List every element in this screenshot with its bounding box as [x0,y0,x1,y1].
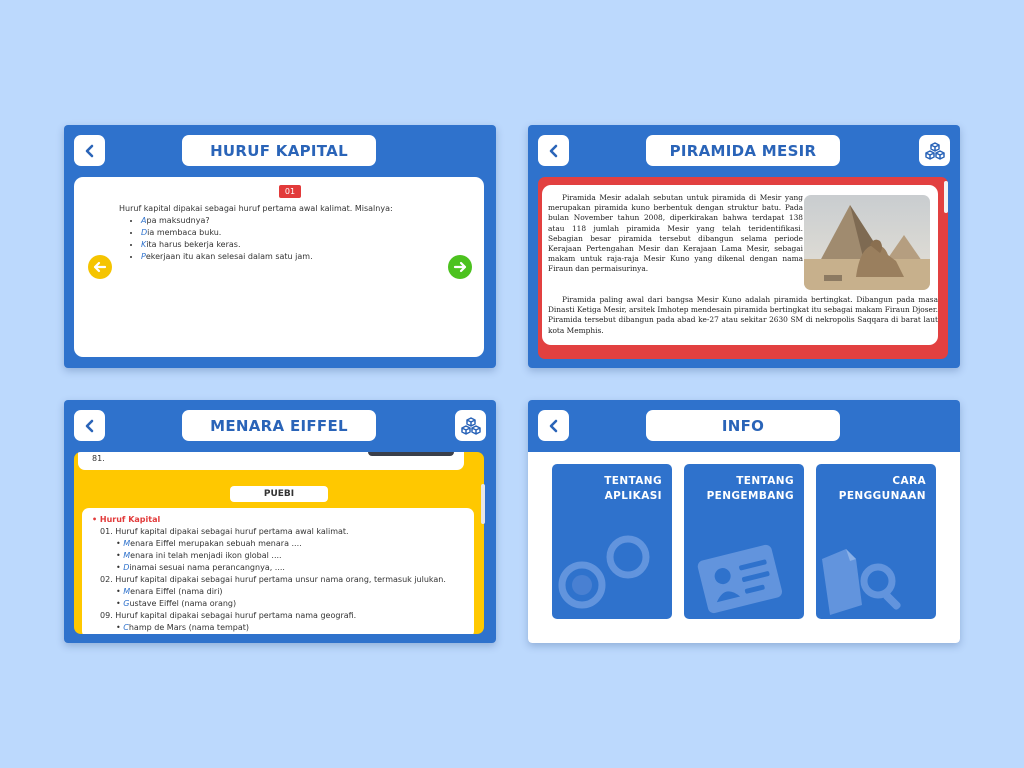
capital-letter: P [141,252,146,261]
panel-info [528,400,960,643]
next-button[interactable] [448,255,472,279]
lesson-text [119,203,393,263]
fragment-text: 81. [92,454,105,463]
scrollbar[interactable] [481,484,485,524]
chevron-left-icon [83,144,97,158]
back-button[interactable] [74,135,105,166]
rules-list [92,514,446,634]
cubes-icon [461,417,481,435]
capital-letter: C [123,623,129,632]
article-text-continued [548,295,938,336]
card-label: TENTANG PENGEMBANG [706,475,794,502]
info-card-cara-penggunaan[interactable] [816,464,936,619]
pyramid-image [804,195,930,290]
panel-huruf-kapital [64,125,496,368]
cubes-icon [925,142,945,160]
example-text: enara Eiffel (nama diri) [130,587,223,596]
info-card-tentang-pengembang[interactable] [684,464,804,619]
cubes-button[interactable] [919,135,950,166]
example-text: ustave Eiffel (nama orang) [129,599,237,608]
rule-text: 02. Huruf kapital dipakai sebagai huruf pertama unsur nama orang, termasuk julukan. [100,575,446,584]
list-item [141,251,393,263]
chevron-left-icon [547,419,561,433]
page-title: MENARA EIFFEL [182,410,376,441]
example-text: enara Eiffel merupakan sebuah menara .... [130,539,302,548]
capital-letter: A [141,216,147,225]
list-item: • Champ de Mars (nama tempat) [116,623,250,632]
capital-letter: D [141,228,148,237]
list-item: • Dinamai sesuai nama perancangnya, .... [116,563,285,572]
capital-letter: M [123,587,131,596]
document-search-icon [816,529,936,619]
capital-letter: M [123,539,131,548]
capital-letter: D [123,563,130,572]
id-card-icon [684,529,804,619]
previous-card-fragment [78,452,464,470]
list-item: • Gustave Eiffel (nama orang) [116,599,237,608]
chevron-left-icon [547,144,561,158]
example-text: ia membaca buku. [147,228,222,237]
example-text: ita harus bekerja keras. [146,240,241,249]
example-text: ekerjaan itu akan selesai dalam satu jam. [145,252,313,261]
panel-menara-eiffel [64,400,496,643]
example-text: pa maksudnya? [146,216,210,225]
list-item: • Menara Eiffel merupakan sebuah menara .... [116,539,302,548]
paragraph: Piramida Mesir adalah sebutan untuk piramida di Mesir yang merupakan piramida kuno berbentuk dengan struktur batu. Pada bulan November tahun 2008, diperkirakan bahwa terdapat 138 atau 118 jumlah piramida Mesir yang telah teridentifikasi. Sebagian besar piramida tersebut dibangun selama periode Kerajaan Pertengahan Mesir dan Kerajaan Lama Mesir, sebagai makam untuk raja-raja Mesir Kuno yang dikenal dengan nama Firaun dan permaisurinya. [548,193,803,274]
list-item [141,227,393,239]
prev-button[interactable] [88,255,112,279]
capital-letter: M [123,551,131,560]
card-label: CARA PENGGUNAAN [838,475,926,502]
page-title: INFO [646,410,840,441]
cubes-button[interactable] [455,410,486,441]
chevron-left-icon [83,419,97,433]
rule-text: 01. Huruf kapital dipakai sebagai huruf pertama awal kalimat. [100,527,349,536]
section-label: PUEBI [230,486,328,502]
back-button[interactable] [74,410,105,441]
capital-letter: G [123,599,130,608]
article-text [548,193,803,275]
scrollbar[interactable] [944,181,948,213]
arrow-left-icon [93,260,107,274]
page-number-badge: 01 [279,185,301,198]
example-list [119,215,393,263]
paragraph: Piramida paling awal dari bangsa Mesir Kuno adalah piramida bertingkat. Dibangun pada masa Dinasti Ketiga Mesir, arsitek Imhotep mendesain piramida bertingkat itu sebagai makam Firaun Djoser. Piramida tersebut dibangun pada abad ke-27 atau sekitar 2630 SM di nekropolis Saqqara di barat laut kota Memphis. [548,295,938,335]
example-text: hamp de Mars (nama tempat) [128,623,250,632]
panel-piramida-mesir [528,125,960,368]
page-title: HURUF KAPITAL [182,135,376,166]
content-card [74,177,484,357]
list-item: • Menara ini telah menjadi ikon global .... [116,551,282,560]
rule-text: 09. Huruf kapital dipakai sebagai huruf pertama nama geografi. [100,611,357,620]
list-heading: • Huruf Kapital [92,515,161,524]
example-text: inamai sesuai nama perancangnya, .... [129,563,285,572]
info-card-tentang-aplikasi[interactable] [552,464,672,619]
lesson-intro: Huruf kapital dipakai sebagai huruf pertama awal kalimat. Misalnya: [119,204,393,213]
capital-letter: K [141,240,147,249]
arrow-right-icon [453,260,467,274]
back-button[interactable] [538,410,569,441]
page-title: PIRAMIDA MESIR [646,135,840,166]
image-fragment [368,452,454,456]
example-text: enara ini telah menjadi ikon global .... [130,551,282,560]
card-label: TENTANG APLIKASI [604,475,662,502]
back-button[interactable] [538,135,569,166]
list-item [141,239,393,251]
list-item: • Menara Eiffel (nama diri) [116,587,223,596]
list-item [141,215,393,227]
bubbles-icon [552,529,672,619]
